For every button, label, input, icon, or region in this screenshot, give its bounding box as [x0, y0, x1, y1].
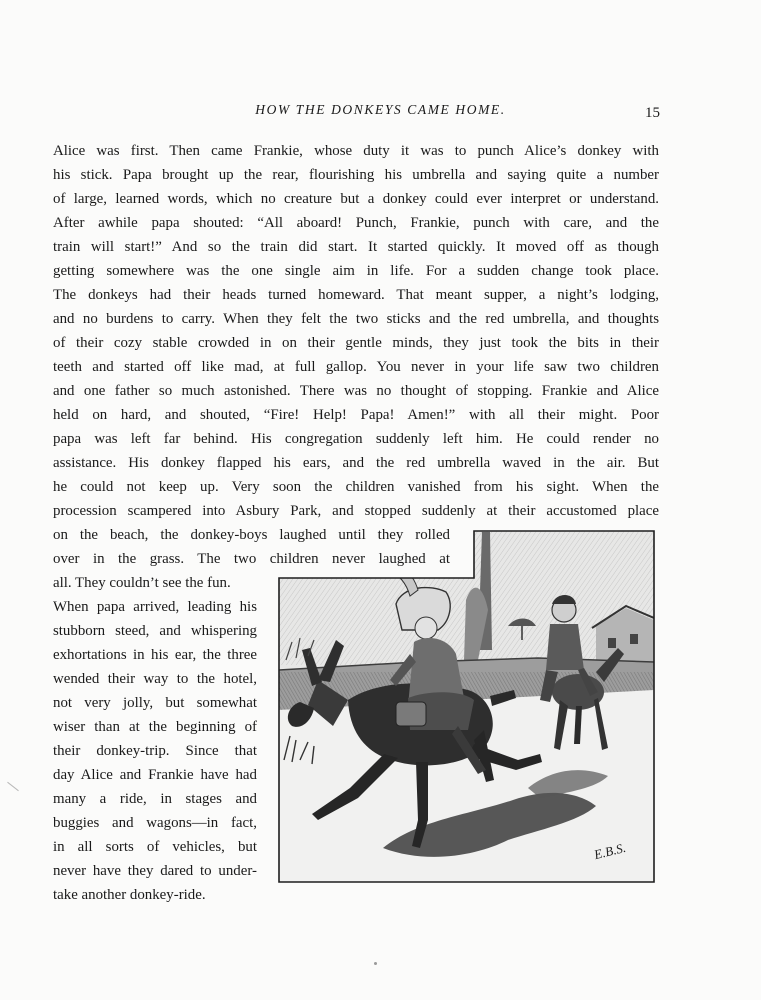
text-line: and one father so much astonished. There was no thought of stopping. Frankie and Alice — [53, 383, 659, 399]
text-line: many a ride, in stages and — [53, 791, 257, 807]
text-line: of large, learned words, which no creature but a donkey could ever interpret or understand. — [53, 191, 659, 207]
text-line: held on hard, and shouted, “Fire! Help! Papa! Amen!” with all their might. Poor — [53, 407, 659, 423]
text-line: exhortations in his ear, the three — [53, 647, 257, 663]
illustration-signature: E.B.S. — [592, 839, 628, 863]
text-line: he could not keep up. Very soon the children vanished from his sight. When the — [53, 479, 659, 495]
paper-speck — [374, 962, 377, 965]
text-line: stubborn steed, and whispering — [53, 623, 257, 639]
text-line: buggies and wagons—in fact, — [53, 815, 257, 831]
text-line: wended their way to the hotel, — [53, 671, 257, 687]
text-line: his stick. Papa brought up the rear, flourishing his umbrella and saying quite a number — [53, 167, 659, 183]
illustration-donkey-ride — [278, 530, 655, 883]
text-line: teeth and started off like mad, at full gallop. You never in your life saw two children — [53, 359, 659, 375]
margin-mark — [7, 782, 19, 791]
text-line: of their cozy stable crowded in on their gentle minds, they just took the bits in their — [53, 335, 659, 351]
text-line: and no burdens to carry. When they felt the two sticks and the red umbrella, and thoughts — [53, 311, 659, 327]
text-line: on the beach, the donkey-boys laughed until they rolled — [53, 527, 450, 543]
text-line: day Alice and Frankie have had — [53, 767, 257, 783]
text-line: not very jolly, but somewhat — [53, 695, 257, 711]
text-line: Alice was first. Then came Frankie, whose duty it was to punch Alice’s donkey with — [53, 143, 659, 159]
page-number: 15 — [645, 105, 660, 121]
text-line: all. They couldn’t see the fun. — [53, 575, 231, 591]
text-line: The donkeys had their heads turned homeward. That meant supper, a night’s lodging, — [53, 287, 659, 303]
text-line: When papa arrived, leading his — [53, 599, 257, 615]
text-line: getting somewhere was the one single aim in life. For a sudden change took place. — [53, 263, 659, 279]
text-line: wiser than at the beginning of — [53, 719, 257, 735]
text-line: After awhile papa shouted: “All aboard! Punch, Frankie, punch with care, and the — [53, 215, 659, 231]
text-line: in all sorts of vehicles, but — [53, 839, 257, 855]
text-line: over in the grass. The two children never laughed at — [53, 551, 450, 567]
text-line: their donkey-trip. Since that — [53, 743, 257, 759]
text-line: assistance. His donkey flapped his ears, and the red umbrella waved in the air. But — [53, 455, 659, 471]
text-line: train will start!” And so the train did start. It started quickly. It moved off as though — [53, 239, 659, 255]
text-line: never have they dared to under- — [53, 863, 257, 879]
text-line: papa was left far behind. His congregation suddenly left him. He could render no — [53, 431, 659, 447]
text-line: take another donkey-ride. — [53, 887, 206, 903]
text-line: procession scampered into Asbury Park, and stopped suddenly at their accustomed place — [53, 503, 659, 519]
running-head: HOW THE DONKEYS CAME HOME. — [255, 102, 506, 117]
